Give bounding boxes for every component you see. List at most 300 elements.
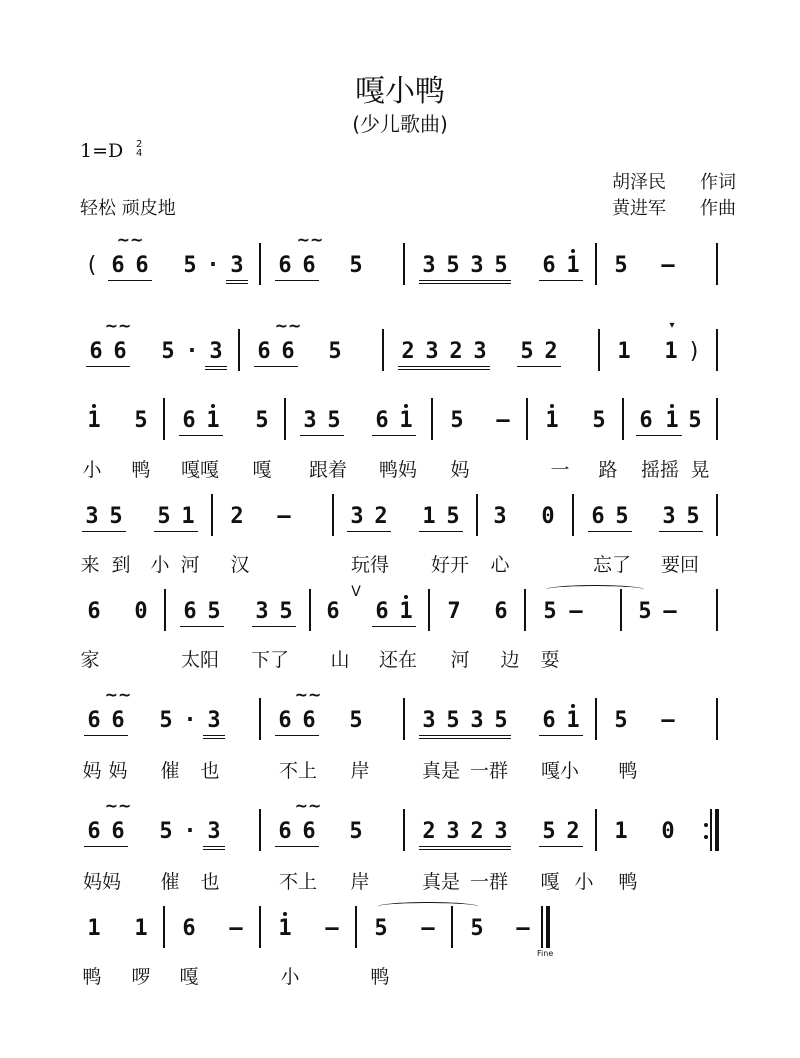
lyric: 不上 — [278, 871, 318, 893]
lyric: 啰 — [131, 966, 151, 988]
note: — — [661, 708, 675, 733]
time-bottom: 4 — [136, 148, 143, 159]
note: 6 — [89, 339, 103, 364]
note: 2 — [470, 819, 484, 844]
note: 1 — [278, 916, 292, 941]
barline — [284, 398, 286, 440]
octave-dot — [550, 404, 554, 408]
octave-dot — [92, 404, 96, 408]
note: 5 — [159, 819, 173, 844]
key-signature: 1=D — [80, 140, 124, 162]
lyric: 嘎嘎 — [180, 459, 220, 481]
underline — [419, 283, 511, 284]
underline — [203, 738, 225, 739]
note: — — [569, 599, 583, 624]
note: — — [516, 916, 530, 941]
lyric: 河 — [450, 649, 470, 671]
underline — [419, 735, 511, 736]
lyricist-name: 胡泽民 — [612, 172, 666, 193]
lyric: 河 — [180, 554, 200, 576]
barline — [622, 398, 624, 440]
note: 1 — [399, 408, 413, 433]
lyric: 鸭 — [618, 760, 638, 782]
barline — [259, 906, 261, 948]
note: 6 — [111, 819, 125, 844]
lyric: 小 — [280, 966, 300, 988]
note: 5 — [688, 408, 702, 433]
underline — [398, 369, 490, 370]
note: 1 — [617, 339, 631, 364]
lyric: 山 — [330, 649, 350, 671]
barline — [572, 494, 574, 536]
note: 3 — [494, 819, 508, 844]
note: 6 — [135, 253, 149, 278]
barline — [403, 698, 405, 740]
note: 3 — [209, 339, 223, 364]
note: ) — [689, 339, 699, 364]
note: 5 — [161, 339, 175, 364]
note: 3 — [303, 408, 317, 433]
note: 5 — [279, 599, 293, 624]
final-barline-thin — [541, 906, 543, 948]
note: 6 — [302, 708, 316, 733]
octave-dot — [211, 404, 215, 408]
repeat-barline-thick — [715, 809, 719, 851]
note: 6 — [542, 708, 556, 733]
note: 5 — [446, 253, 460, 278]
note: 2 — [449, 339, 463, 364]
lyric: 一群 — [469, 871, 509, 893]
note: 2 — [230, 504, 244, 529]
note: 6 — [591, 504, 605, 529]
lyric: 玩得 — [350, 554, 390, 576]
note: 1 — [87, 916, 101, 941]
underline — [180, 626, 224, 627]
underline — [252, 626, 296, 627]
note: 1 — [206, 408, 220, 433]
note: 5 — [349, 708, 363, 733]
lyrics-row-5 — [0, 648, 800, 678]
mordent-icon: ~~ — [294, 796, 322, 815]
note: 3 — [207, 708, 221, 733]
lyric: 小 — [574, 871, 594, 893]
lyric: 边 — [500, 649, 520, 671]
note: 5 — [494, 253, 508, 278]
underline — [517, 366, 561, 367]
mordent-icon: ~~ — [104, 796, 132, 815]
lyrics-row-3 — [0, 458, 800, 488]
note: 3 — [473, 339, 487, 364]
lyric: 嘎 — [540, 871, 560, 893]
note: 0 — [134, 599, 148, 624]
underline — [275, 735, 319, 736]
tempo-marking: 轻松 顽皮地 — [80, 198, 176, 219]
lyric: 也 — [200, 871, 220, 893]
barline — [716, 494, 718, 536]
note: 5 — [520, 339, 534, 364]
score-row-2 — [0, 316, 800, 399]
lyrics-row-6 — [0, 759, 800, 789]
note: ( — [87, 253, 97, 278]
note: 5 — [109, 504, 123, 529]
lyrics-row-7 — [0, 870, 800, 900]
note: 1 — [614, 819, 628, 844]
lyric: 小 — [82, 459, 102, 481]
underline — [539, 846, 583, 847]
note: 6 — [278, 253, 292, 278]
underline — [300, 435, 344, 436]
mordent-icon: ~~ — [104, 685, 132, 704]
underline — [108, 280, 152, 281]
note: 3 — [470, 708, 484, 733]
barline — [451, 906, 453, 948]
score-row-1 — [0, 230, 800, 313]
underline — [419, 280, 511, 281]
barline — [716, 589, 718, 631]
note: 1 — [87, 408, 101, 433]
note: 3 — [255, 599, 269, 624]
barline — [716, 398, 718, 440]
barline — [259, 698, 261, 740]
note: 1 — [134, 916, 148, 941]
underline — [86, 366, 130, 367]
note: 3 — [422, 708, 436, 733]
note: 6 — [494, 599, 508, 624]
note: 6 — [111, 708, 125, 733]
note: 3 — [446, 819, 460, 844]
barline — [403, 243, 405, 285]
note: 2 — [566, 819, 580, 844]
note: 5 — [446, 504, 460, 529]
barline — [595, 243, 597, 285]
mordent-icon: ~~ — [274, 316, 302, 335]
mordent-icon: ~~ — [296, 230, 324, 249]
song-title: 嘎小鸭 — [355, 74, 445, 109]
barline — [716, 243, 718, 285]
note: 6 — [302, 253, 316, 278]
underline — [226, 280, 248, 281]
note: 3 — [662, 504, 676, 529]
barline — [164, 589, 166, 631]
note: 1 — [422, 504, 436, 529]
note: 5 — [543, 599, 557, 624]
note: 1 — [566, 253, 580, 278]
barline — [163, 398, 165, 440]
note: — — [663, 599, 677, 624]
lyric: 摇摇 — [640, 459, 680, 481]
underline — [419, 531, 463, 532]
barline — [238, 329, 240, 371]
note: 6 — [639, 408, 653, 433]
lyric: 到 — [111, 554, 131, 576]
note: 5 — [134, 408, 148, 433]
note: 3 — [85, 504, 99, 529]
note: 6 — [257, 339, 271, 364]
underline — [205, 366, 227, 367]
note: 6 — [87, 819, 101, 844]
lyric: 嘎 — [252, 459, 272, 481]
note: 6 — [302, 819, 316, 844]
note: 1 — [665, 408, 679, 433]
note: 5 — [614, 708, 628, 733]
lyric: 晃 — [690, 459, 710, 481]
lyric: 鸭 — [82, 966, 102, 988]
lyric: 催 — [160, 871, 180, 893]
note: 3 — [350, 504, 364, 529]
note: — — [229, 916, 243, 941]
note: 0 — [541, 504, 555, 529]
note: 5 — [328, 339, 342, 364]
barline — [428, 589, 430, 631]
note: · — [183, 819, 197, 844]
mordent-icon: ~~ — [294, 685, 322, 704]
barline — [382, 329, 384, 371]
barline — [431, 398, 433, 440]
lyric: 嘎小 — [540, 760, 580, 782]
note: 1 — [664, 339, 678, 364]
octave-dot — [571, 249, 575, 253]
note: · — [206, 253, 220, 278]
note: 6 — [182, 408, 196, 433]
composer-role: 作曲 — [700, 198, 736, 219]
note: 1 — [181, 504, 195, 529]
note: — — [277, 504, 291, 529]
note: 3 — [470, 253, 484, 278]
note: 6 — [278, 819, 292, 844]
note: 5 — [450, 408, 464, 433]
note: 6 — [113, 339, 127, 364]
note: 2 — [544, 339, 558, 364]
note: 6 — [87, 708, 101, 733]
note: 2 — [401, 339, 415, 364]
lyric: 跟着 — [308, 459, 348, 481]
note: 5 — [183, 253, 197, 278]
lyric: 鸭 — [131, 459, 151, 481]
repeat-dot — [704, 835, 708, 839]
note: 5 — [327, 408, 341, 433]
tie-slur — [546, 585, 644, 594]
note: 5 — [542, 819, 556, 844]
barline — [259, 809, 261, 851]
barline — [716, 698, 718, 740]
lyric: 妈 — [82, 760, 102, 782]
lyric: 小 — [150, 554, 170, 576]
lyric: 心 — [490, 554, 510, 576]
lyric: 妈妈 — [82, 871, 122, 893]
underline — [205, 369, 227, 370]
note: 6 — [375, 408, 389, 433]
underline — [84, 735, 128, 736]
note: 6 — [111, 253, 125, 278]
barline — [163, 906, 165, 948]
note: 5 — [638, 599, 652, 624]
octave-dot — [404, 595, 408, 599]
barline — [476, 494, 478, 536]
underline — [226, 283, 248, 284]
underline — [275, 280, 319, 281]
mordent-icon: ~~ — [104, 316, 132, 335]
lyrics-row-4 — [0, 553, 800, 583]
lyric: 也 — [200, 760, 220, 782]
note: 3 — [422, 253, 436, 278]
lyrics-row-8 — [0, 965, 800, 995]
lyric: 忘了 — [592, 554, 632, 576]
time-signature — [136, 140, 142, 158]
final-barline-thick — [546, 906, 550, 948]
note: 7 — [447, 599, 461, 624]
note: 6 — [87, 599, 101, 624]
underline — [419, 849, 511, 850]
time-top: 2 — [136, 139, 143, 150]
underline — [419, 846, 511, 847]
note: 5 — [157, 504, 171, 529]
lyric: 岸 — [350, 871, 370, 893]
note: — — [421, 916, 435, 941]
barline — [526, 398, 528, 440]
underline — [372, 435, 416, 436]
note: 6 — [278, 708, 292, 733]
lyric: 妈 — [450, 459, 470, 481]
note: 6 — [542, 253, 556, 278]
octave-dot — [404, 404, 408, 408]
note: 5 — [592, 408, 606, 433]
lyricist-role: 作词 — [700, 172, 736, 193]
underline — [372, 626, 416, 627]
note: · — [185, 339, 199, 364]
lyric: 还在 — [378, 649, 418, 671]
lyric: 妈 — [108, 760, 128, 782]
barline — [598, 329, 600, 371]
tie-slur — [378, 902, 478, 911]
lyric: 催 — [160, 760, 180, 782]
note: 3 — [230, 253, 244, 278]
note: 1 — [545, 408, 559, 433]
repeat-dot — [704, 823, 708, 827]
note: 6 — [183, 599, 197, 624]
note: 5 — [255, 408, 269, 433]
note: 3 — [207, 819, 221, 844]
note: 5 — [494, 708, 508, 733]
mordent-icon: ~~ — [116, 230, 144, 249]
note: 5 — [686, 504, 700, 529]
underline — [275, 846, 319, 847]
octave-dot — [670, 404, 674, 408]
underline — [539, 280, 583, 281]
note: 0 — [661, 819, 675, 844]
lyric: 真是 — [421, 760, 461, 782]
underline — [588, 531, 632, 532]
fine-marking: Fine — [537, 949, 554, 958]
note: 5 — [159, 708, 173, 733]
repeat-barline-thin — [710, 809, 712, 851]
barline — [211, 494, 213, 536]
note: 3 — [425, 339, 439, 364]
barline — [620, 589, 622, 631]
note: 1 — [566, 708, 580, 733]
lyric: 一群 — [469, 760, 509, 782]
barline — [716, 329, 718, 371]
note: 5 — [349, 819, 363, 844]
barline — [524, 589, 526, 631]
underline — [636, 435, 682, 436]
underline — [419, 738, 511, 739]
lyric: 鸭 — [370, 966, 390, 988]
note: 6 — [281, 339, 295, 364]
lyric: 下了 — [250, 649, 290, 671]
note: 5 — [446, 708, 460, 733]
lyric: 家 — [80, 649, 100, 671]
barline — [595, 698, 597, 740]
barline — [309, 589, 311, 631]
underline — [203, 735, 225, 736]
note: 6 — [375, 599, 389, 624]
note: — — [496, 408, 510, 433]
note: 5 — [614, 253, 628, 278]
octave-dot — [571, 704, 575, 708]
lyric: 岸 — [350, 760, 370, 782]
note: 5 — [207, 599, 221, 624]
note: 5 — [349, 253, 363, 278]
note: 5 — [374, 916, 388, 941]
lyric: 不上 — [278, 760, 318, 782]
lyric: 好开 — [430, 554, 470, 576]
lyric: 嘎 — [179, 966, 199, 988]
underline — [659, 531, 703, 532]
underline — [179, 435, 223, 436]
underline — [539, 735, 583, 736]
underline — [82, 531, 126, 532]
lyric: 汉 — [230, 554, 250, 576]
underline — [347, 531, 391, 532]
composer-name: 黄进军 — [612, 198, 666, 219]
lyric: 太阳 — [180, 649, 220, 671]
barline — [595, 809, 597, 851]
octave-dot — [283, 912, 287, 916]
accent-icon: ▾ — [669, 320, 675, 331]
lyric: 一 — [550, 459, 570, 481]
breath-mark: V — [351, 584, 361, 600]
underline — [254, 366, 298, 367]
underline — [84, 846, 128, 847]
song-subtitle: (少儿歌曲) — [352, 112, 448, 136]
note: · — [183, 708, 197, 733]
note: 5 — [615, 504, 629, 529]
underline — [203, 849, 225, 850]
note: — — [325, 916, 339, 941]
lyric: 鸭妈 — [378, 459, 418, 481]
lyric: 耍 — [540, 649, 560, 671]
note: 1 — [399, 599, 413, 624]
underline — [203, 846, 225, 847]
note: 2 — [422, 819, 436, 844]
lyric: 鸭 — [618, 871, 638, 893]
lyric: 路 — [598, 459, 618, 481]
barline — [259, 243, 261, 285]
note: 6 — [326, 599, 340, 624]
barline — [332, 494, 334, 536]
barline — [355, 906, 357, 948]
underline — [154, 531, 198, 532]
lyric: 真是 — [421, 871, 461, 893]
note: 3 — [493, 504, 507, 529]
barline — [403, 809, 405, 851]
note: 2 — [374, 504, 388, 529]
lyric: 来 — [80, 554, 100, 576]
note: 5 — [470, 916, 484, 941]
note: 6 — [182, 916, 196, 941]
lyric: 要回 — [660, 554, 700, 576]
underline — [398, 366, 490, 367]
